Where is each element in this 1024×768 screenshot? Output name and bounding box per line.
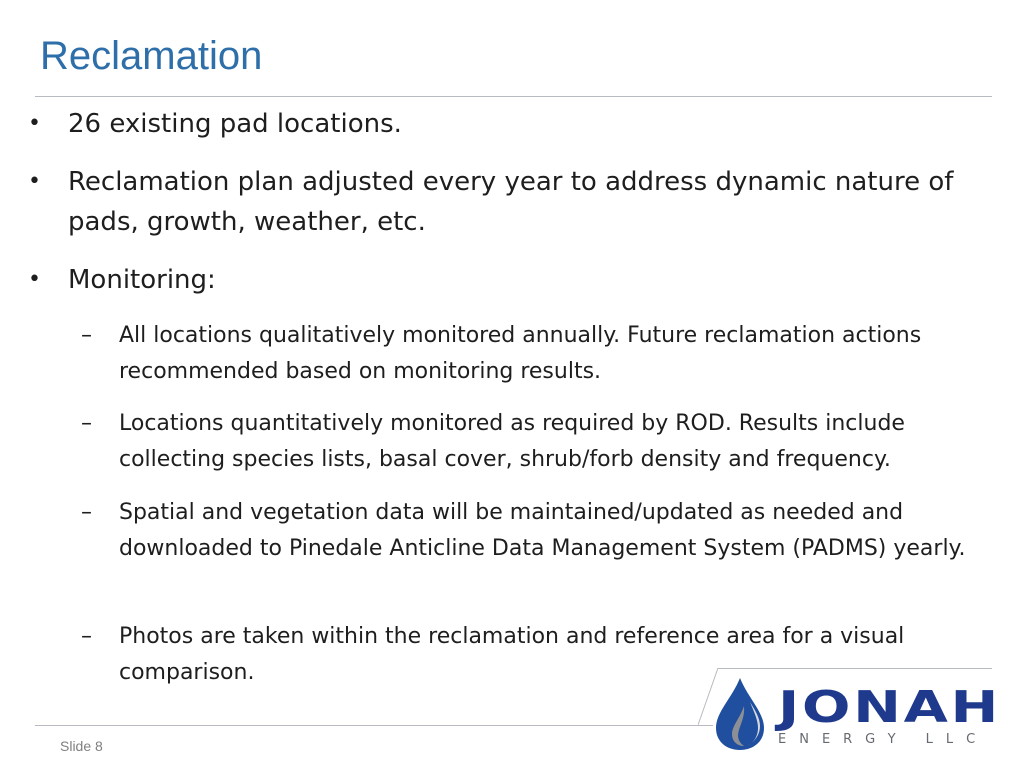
bullet-marker: • xyxy=(28,111,41,136)
sub-bullet-text: All locations qualitatively monitored annually. Future reclamation actions recommended based on monitoring results. xyxy=(119,323,922,384)
dash-marker: – xyxy=(81,624,92,649)
dash-marker: – xyxy=(81,411,92,436)
bullet-marker: • xyxy=(28,267,41,292)
sub-bullet-item xyxy=(81,495,999,567)
sub-bullet-text: Photos are taken within the reclamation and reference area for a visual comparison. xyxy=(119,624,905,685)
sub-bullet-text: Locations quantitatively monitored as required by ROD. Results include collecting species lists, basal cover, shrub/forb density and frequency. xyxy=(119,411,905,472)
company-logo xyxy=(710,676,1000,756)
slide-number: Slide 8 xyxy=(60,738,103,754)
bullet-item xyxy=(28,162,998,242)
footer-divider xyxy=(35,725,713,726)
sub-bullet-item xyxy=(81,406,999,478)
logo-divider xyxy=(718,668,992,669)
slide-title: Reclamation xyxy=(40,34,263,78)
sub-bullet-item xyxy=(81,318,999,390)
dash-marker: – xyxy=(81,323,92,348)
bullet-item xyxy=(28,260,998,300)
bullet-marker: • xyxy=(28,169,41,194)
dash-marker: – xyxy=(81,500,92,525)
sub-bullet-text: Spatial and vegetation data will be maintained/updated as needed and downloaded to Pinedale Anticline Data Management System (PADMS) yearly. xyxy=(119,500,966,561)
bullet-item xyxy=(28,104,998,144)
logo-subtitle: ENERGY LLC xyxy=(778,732,989,747)
bullet-text: Reclamation plan adjusted every year to address dynamic nature of pads, growth, weather, etc. xyxy=(68,167,954,237)
water-drop-icon xyxy=(710,676,770,752)
bullet-text: Monitoring: xyxy=(68,265,216,295)
bullet-text: 26 existing pad locations. xyxy=(68,109,402,139)
logo-wordmark: JONAH xyxy=(778,682,1001,733)
